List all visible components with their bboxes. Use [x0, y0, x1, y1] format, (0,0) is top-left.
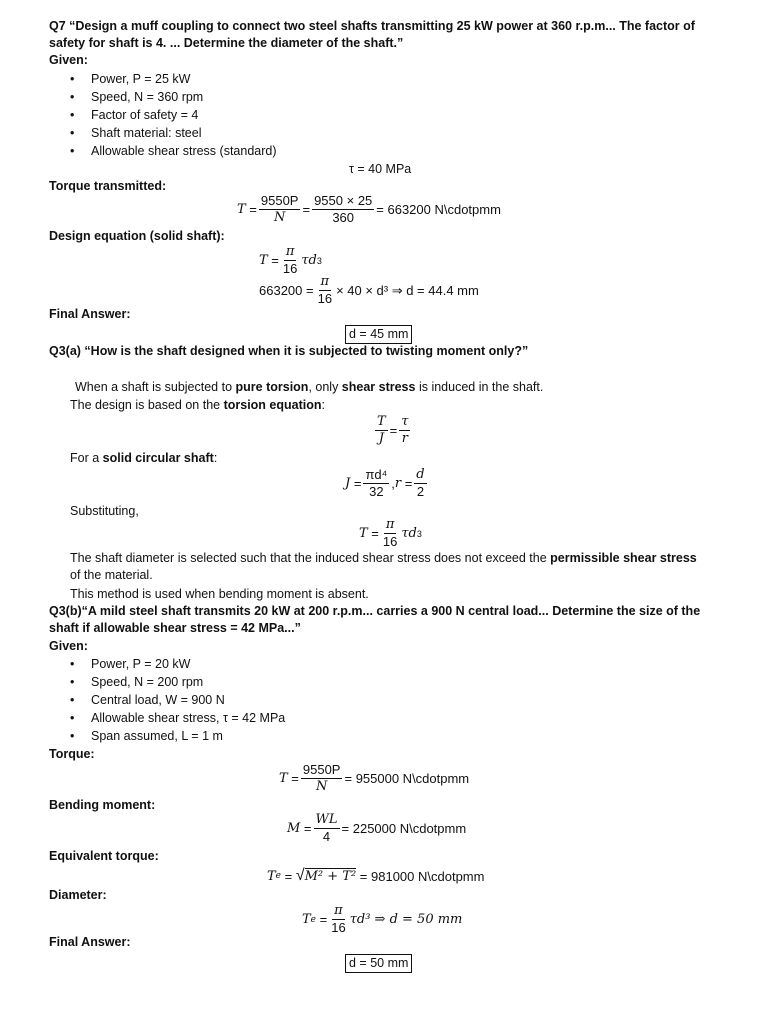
q7-given-list: [49, 70, 277, 160]
q3a-paragraph-4: The shaft diameter is selected such that the induced shear stress does not exceed the permissible shear stress: [70, 551, 697, 565]
q7-final-answer: d = 45 mm: [345, 325, 412, 344]
list-item: • Span assumed, L = 1 m: [49, 727, 285, 745]
q3b-final-label: Final Answer:: [49, 935, 131, 949]
fraction-numerator: 9550 × 25: [314, 193, 373, 208]
polar-moment-equation: J = $\frac{\text{πd⁴}}{32}$ , r = $\frac{d}{2}$: [345, 467, 425, 499]
q7-torque-label: Torque transmitted:: [49, 179, 167, 193]
q3b-diameter-equation: T e = $\frac{\pi}{16}$ τd³ ⇒ d = 50 mm: [302, 903, 463, 935]
q7-heading: Q7 “Design a muff coupling to connect two steel shafts transmitting 25 kW power at 360 r.p.m... The factor of safety for shaft is 4. ... Determine the diameter of the shaft.”: [49, 19, 695, 50]
q7-torque-equation: T = $\frac{9550P}{N}$ = $\frac{9550 \times 25}{360}$ = 663200 N\cdotpmm: [237, 193, 501, 225]
q3b-diameter-label: Diameter:: [49, 888, 107, 902]
q3b-equiv-equation: T e = √ M² + T² = 981000 N\cdotpmm: [267, 867, 485, 884]
list-item: • Central load, W = 900 N: [49, 691, 285, 709]
q3b-given-label: Given:: [49, 639, 88, 653]
torque-result: = 955000 N\cdotpmm: [344, 771, 470, 786]
list-item: • Power, P = 25 kW: [49, 70, 277, 88]
q7-design-equation-1: T = $\frac{\pi}{16}$ τd 3: [259, 244, 322, 276]
fraction-denominator: 360: [332, 210, 355, 225]
list-item: • Shaft material: steel: [49, 124, 277, 142]
torsion-equation: $\frac{T}{J}$ = $\frac{\tau}{r}$: [377, 414, 409, 446]
q3a-paragraph-4b: of the material.: [70, 568, 153, 582]
q3a-heading: Q3(a) “How is the shaft designed when it is subjected to twisting moment only?”: [49, 344, 529, 358]
list-item: • Factor of safety = 4: [49, 106, 277, 124]
q3b-final-answer: d = 50 mm: [345, 954, 412, 973]
q3b-equiv-label: Equivalent torque:: [49, 849, 159, 863]
equation-left: 663200 =: [259, 283, 314, 298]
list-item: • Speed, N = 360 rpm: [49, 88, 277, 106]
q3b-bending-label: Bending moment:: [49, 798, 156, 812]
equation-right: × 40 × d³ ⇒ d = 44.4 mm: [336, 282, 479, 298]
diameter-result: τd³ ⇒ d = 50 mm: [349, 912, 463, 927]
q7-given-label: Given:: [49, 53, 88, 67]
q7-design-label: Design equation (solid shaft):: [49, 229, 225, 243]
q3b-heading: Q3(b)“A mild steel shaft transmits 20 kW at 200 r.p.m... carries a 900 N central load... Determine the size of the shaft if allowable shear stress = 42 MPa...”: [49, 604, 701, 635]
list-item: • Power, P = 20 kW: [49, 655, 285, 673]
q3b-torque-equation: T = $\frac{9550P}{N}$ = 955000 N\cdotpmm: [279, 762, 470, 794]
fraction-denominator: N: [274, 210, 286, 225]
q3a-paragraph-2: The design is based on the torsion equation:: [70, 398, 325, 412]
q3b-torque-label: Torque:: [49, 747, 95, 761]
q3a-paragraph-3: For a solid circular shaft:: [70, 451, 218, 465]
list-item: • Speed, N = 200 rpm: [49, 673, 285, 691]
fraction-numerator: 9550P: [260, 193, 299, 208]
q7-final-label: Final Answer:: [49, 307, 131, 321]
q3a-result-equation: T = $\frac{\pi}{16}$ τd 3: [359, 517, 422, 549]
q7-tau-equation: τ = 40 MPa: [349, 162, 412, 176]
q3a-paragraph-1: When a shaft is subjected to pure torsion, only shear stress is induced in the shaft.: [75, 380, 544, 394]
q3b-bending-equation: M = $\frac{WL}{4}$ = 225000 N\cdotpmm: [287, 812, 467, 844]
list-item: • Allowable shear stress (standard): [49, 142, 277, 160]
bending-result: = 225000 N\cdotpmm: [341, 821, 467, 836]
torque-result: = 663200 N\cdotpmm: [376, 202, 501, 217]
equiv-result: = 981000 N\cdotpmm: [359, 868, 485, 884]
q7-design-equation-2: 663200 = $\frac{\pi}{16}$ × 40 × d³ ⇒ d = 44.4 mm: [259, 274, 479, 306]
list-item: • Allowable shear stress, τ = 42 MPa: [49, 709, 285, 727]
q3b-given-list: [49, 655, 285, 745]
q3a-paragraph-5: This method is used when bending moment is absent.: [70, 587, 369, 601]
q3a-substituting: Substituting,: [70, 504, 139, 518]
